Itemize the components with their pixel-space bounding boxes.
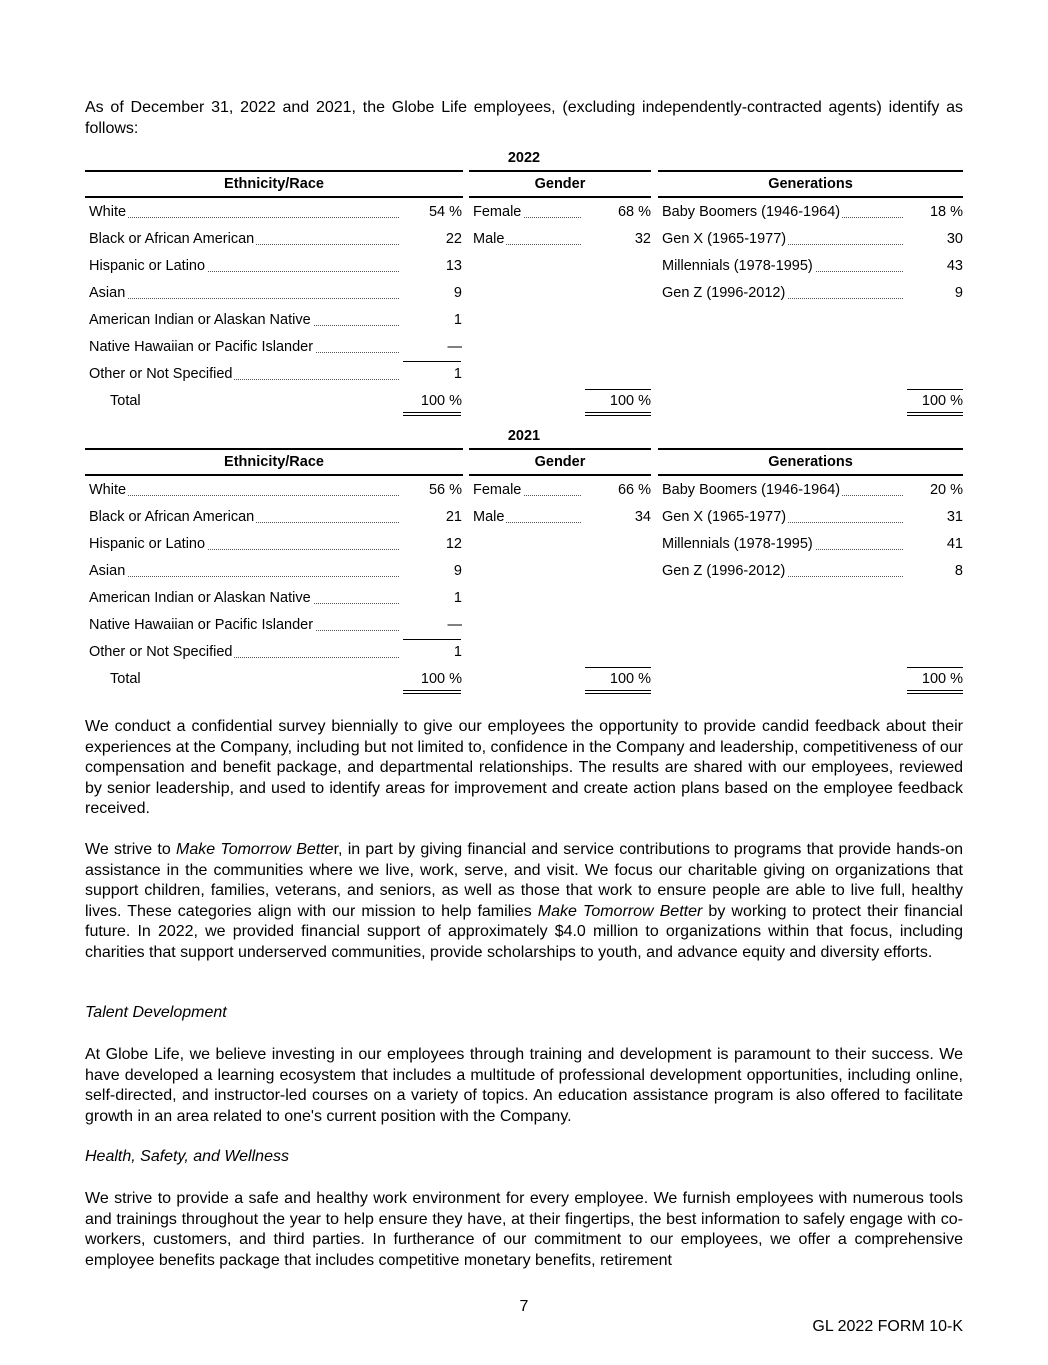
- ethnicity-value: 21: [445, 509, 462, 525]
- total-double-rule: [907, 412, 963, 416]
- ethnicity-label: [89, 253, 399, 280]
- ethnicity-value: 9: [453, 563, 462, 579]
- footer-label: GL 2022 FORM 10-K: [812, 1318, 963, 1335]
- gender-label: [473, 477, 581, 504]
- ethnicity-label-text: Other or Not Specified: [89, 644, 233, 660]
- generations-total: 100 %: [921, 671, 963, 687]
- table-year-title: 2021: [507, 428, 541, 444]
- gender-value: 34: [634, 509, 651, 525]
- generation-label-text: Gen X (1965-1977): [662, 231, 787, 247]
- total-row: [85, 388, 963, 415]
- ethnicity-label-text: Asian: [89, 563, 126, 579]
- ethnicity-value: —: [447, 339, 462, 355]
- gender-label-text: Male: [473, 509, 505, 525]
- generation-label-text: Baby Boomers (1946-1964): [662, 482, 841, 498]
- generation-value: 9: [954, 285, 963, 301]
- gender-row: [473, 199, 651, 226]
- talent-paragraph: At Globe Life, we believe investing in our employees through training and development is paramount to their success. We have developed a learning ecosystem that includes a multitude of professional development opportunities, including online, self-directed, and instructor-led courses on a variety of topics. An education assistance program is also offered to facilitate growth in an area related to one's current position with the Company.: [85, 1046, 963, 1125]
- ethnicity-label: [89, 558, 399, 585]
- ethnicity-value: 1: [453, 644, 462, 660]
- generation-value: 43: [946, 258, 963, 274]
- ethnicity-value: 12: [445, 536, 462, 552]
- gender-row: [473, 504, 651, 531]
- ethnicity-row: [89, 199, 462, 226]
- gender-row: [473, 226, 651, 253]
- subtotal-rule: [403, 639, 461, 640]
- total-double-rule: [907, 690, 963, 694]
- generation-value: 8: [954, 563, 963, 579]
- gender-label: [473, 226, 581, 253]
- generation-label-text: Millennials (1978-1995): [662, 536, 813, 552]
- ethnicity-label-text: Black or African American: [89, 231, 255, 247]
- ethnicity-label: [89, 585, 399, 612]
- generation-value: 41: [946, 536, 963, 552]
- generation-label-text: Millennials (1978-1995): [662, 258, 813, 274]
- ethnicity-label-text: White: [89, 482, 127, 498]
- generation-value: 20 %: [929, 482, 963, 498]
- ethnicity-label-text: Native Hawaiian or Pacific Islander: [89, 339, 314, 355]
- generations-header: Generations: [658, 170, 963, 198]
- generation-label: [662, 531, 903, 558]
- ethnicity-row: [89, 477, 462, 504]
- total-double-rule: [403, 412, 461, 416]
- ethnicity-label-text: American Indian or Alaskan Native: [89, 312, 311, 328]
- gender-label-text: Male: [473, 231, 505, 247]
- generation-row: [662, 199, 963, 226]
- ethnicity-value: 22: [445, 231, 462, 247]
- ethnicity-value: 13: [445, 258, 462, 274]
- ethnicity-label: [89, 361, 399, 388]
- total-double-rule: [585, 412, 651, 416]
- survey-paragraph: We conduct a confidential survey biennially to give our employees the opportunity to provide candid feedback about their experiences at the Company, including but not limited to, confidence in the Company and leadership, competitiveness of our compensation and benefit package, and departmental relationships. The results are shared with our employees, reviewed by senior leadership, and used to identify areas for improvement and create action plans based on the employee feedback received.: [85, 718, 963, 817]
- ethnicity-value: 9: [453, 285, 462, 301]
- page-number: 7: [519, 1298, 529, 1315]
- ethnicity-label-text: Native Hawaiian or Pacific Islander: [89, 617, 314, 633]
- ethnicity-value: 1: [453, 312, 462, 328]
- generation-value: 31: [946, 509, 963, 525]
- ethnicity-label-text: Other or Not Specified: [89, 366, 233, 382]
- generation-label: [662, 199, 903, 226]
- generation-label: [662, 558, 903, 585]
- ethnicity-label-text: White: [89, 204, 127, 220]
- health-heading: Health, Safety, and Wellness: [85, 1148, 289, 1165]
- ethnicity-row: [89, 334, 462, 361]
- generations-header: Generations: [658, 448, 963, 476]
- ethnicity-label: [89, 334, 399, 361]
- total-row: [85, 666, 963, 693]
- gender-label: [473, 199, 581, 226]
- gender-value: 32: [634, 231, 651, 247]
- generation-label: [662, 226, 903, 253]
- strive-text-1: We strive to: [85, 841, 177, 858]
- generation-label-text: Baby Boomers (1946-1964): [662, 204, 841, 220]
- generation-value: 30: [946, 231, 963, 247]
- ethnicity-label: [89, 639, 399, 666]
- intro-paragraph: As of December 31, 2022 and 2021, the Globe Life employees, (excluding independently-contracted agents) identify as follows:: [85, 99, 963, 137]
- generation-row: [662, 280, 963, 307]
- total-double-rule: [403, 690, 461, 694]
- ethnicity-value: —: [447, 617, 462, 633]
- ethnicity-header: Ethnicity/Race: [85, 170, 463, 198]
- generations-total: 100 %: [921, 393, 963, 409]
- table-year-title: 2022: [507, 150, 541, 166]
- ethnicity-label-text: Hispanic or Latino: [89, 536, 206, 552]
- ethnicity-label: [89, 280, 399, 307]
- generation-row: [662, 477, 963, 504]
- gender-header: Gender: [469, 170, 651, 198]
- gender-label-text: Female: [473, 204, 522, 220]
- generation-row: [662, 253, 963, 280]
- generation-value: 18 %: [929, 204, 963, 220]
- gender-value: 66 %: [617, 482, 651, 498]
- ethnicity-row: [89, 307, 462, 334]
- ethnicity-row: [89, 585, 462, 612]
- ethnicity-row: [89, 558, 462, 585]
- generation-row: [662, 226, 963, 253]
- ethnicity-value: 56 %: [428, 482, 462, 498]
- gender-label-text: Female: [473, 482, 522, 498]
- ethnicity-label-text: Hispanic or Latino: [89, 258, 206, 274]
- generation-row: [662, 531, 963, 558]
- ethnicity-row: [89, 612, 462, 639]
- gender-header: Gender: [469, 448, 651, 476]
- gender-value: 68 %: [617, 204, 651, 220]
- ethnicity-total: 100 %: [420, 393, 462, 409]
- generation-row: [662, 504, 963, 531]
- ethnicity-row: [89, 361, 462, 388]
- generation-label-text: Gen X (1965-1977): [662, 509, 787, 525]
- total-label: Total: [110, 393, 141, 409]
- strive-italic-2: Make Tomorrow Better: [537, 902, 703, 920]
- strive-italic-1: Make Tomorrow Bette: [176, 841, 334, 858]
- strive-paragraph: [85, 840, 963, 963]
- generation-row: [662, 558, 963, 585]
- ethnicity-label: [89, 477, 399, 504]
- health-paragraph: We strive to provide a safe and healthy work environment for every employee. We furnish employees with numerous tools and trainings throughout the year to help ensure they have, at their fingertips, the best information to safely engage with co-workers, customers, and third parties. In furtherance of our commitment to our employees, we offer a comprehensive employee benefits package that includes competitive monetary benefits, retirement: [85, 1190, 963, 1269]
- ethnicity-label-text: American Indian or Alaskan Native: [89, 590, 311, 606]
- ethnicity-label-text: Black or African American: [89, 509, 255, 525]
- ethnicity-row: [89, 253, 462, 280]
- ethnicity-total: 100 %: [420, 671, 462, 687]
- ethnicity-label-text: Asian: [89, 285, 126, 301]
- ethnicity-value: 1: [453, 590, 462, 606]
- ethnicity-header: Ethnicity/Race: [85, 448, 463, 476]
- ethnicity-value: 54 %: [428, 204, 462, 220]
- gender-total: 100 %: [609, 671, 651, 687]
- ethnicity-row: [89, 531, 462, 558]
- generation-label-text: Gen Z (1996-2012): [662, 563, 786, 579]
- ethnicity-label: [89, 226, 399, 253]
- total-double-rule: [585, 690, 651, 694]
- gender-label: [473, 504, 581, 531]
- ethnicity-label: [89, 504, 399, 531]
- ethnicity-value: 1: [453, 366, 462, 382]
- ethnicity-row: [89, 639, 462, 666]
- strive-text-2: r, in part by giving financial and service contributions to programs that provide hands-on assistance in the communities where we live, work, serve, and visit. We focus our charitable giving on organizations that support children, families, veterans, and seniors, as well as those that work to ensure people are able to live full, healthy lives. These categories align with our mission to help families: [85, 841, 963, 920]
- generation-label-text: Gen Z (1996-2012): [662, 285, 786, 301]
- generation-label: [662, 504, 903, 531]
- ethnicity-label: [89, 199, 399, 226]
- generation-label: [662, 280, 903, 307]
- gender-row: [473, 477, 651, 504]
- generation-label: [662, 477, 903, 504]
- generation-label: [662, 253, 903, 280]
- gender-total: 100 %: [609, 393, 651, 409]
- ethnicity-row: [89, 226, 462, 253]
- ethnicity-row: [89, 504, 462, 531]
- talent-heading: Talent Development: [85, 1004, 227, 1021]
- ethnicity-label: [89, 531, 399, 558]
- total-label: Total: [110, 671, 141, 687]
- ethnicity-label: [89, 307, 399, 334]
- ethnicity-label: [89, 612, 399, 639]
- strive-text-3: by working to protect their financial future. In 2022, we provided financial support of approximately $4.0 million to organizations within that focus, including charities that support underserved communities, provide scholarships to youth, and advance equity and diversity efforts.: [85, 902, 963, 961]
- subtotal-rule: [403, 361, 461, 362]
- ethnicity-row: [89, 280, 462, 307]
